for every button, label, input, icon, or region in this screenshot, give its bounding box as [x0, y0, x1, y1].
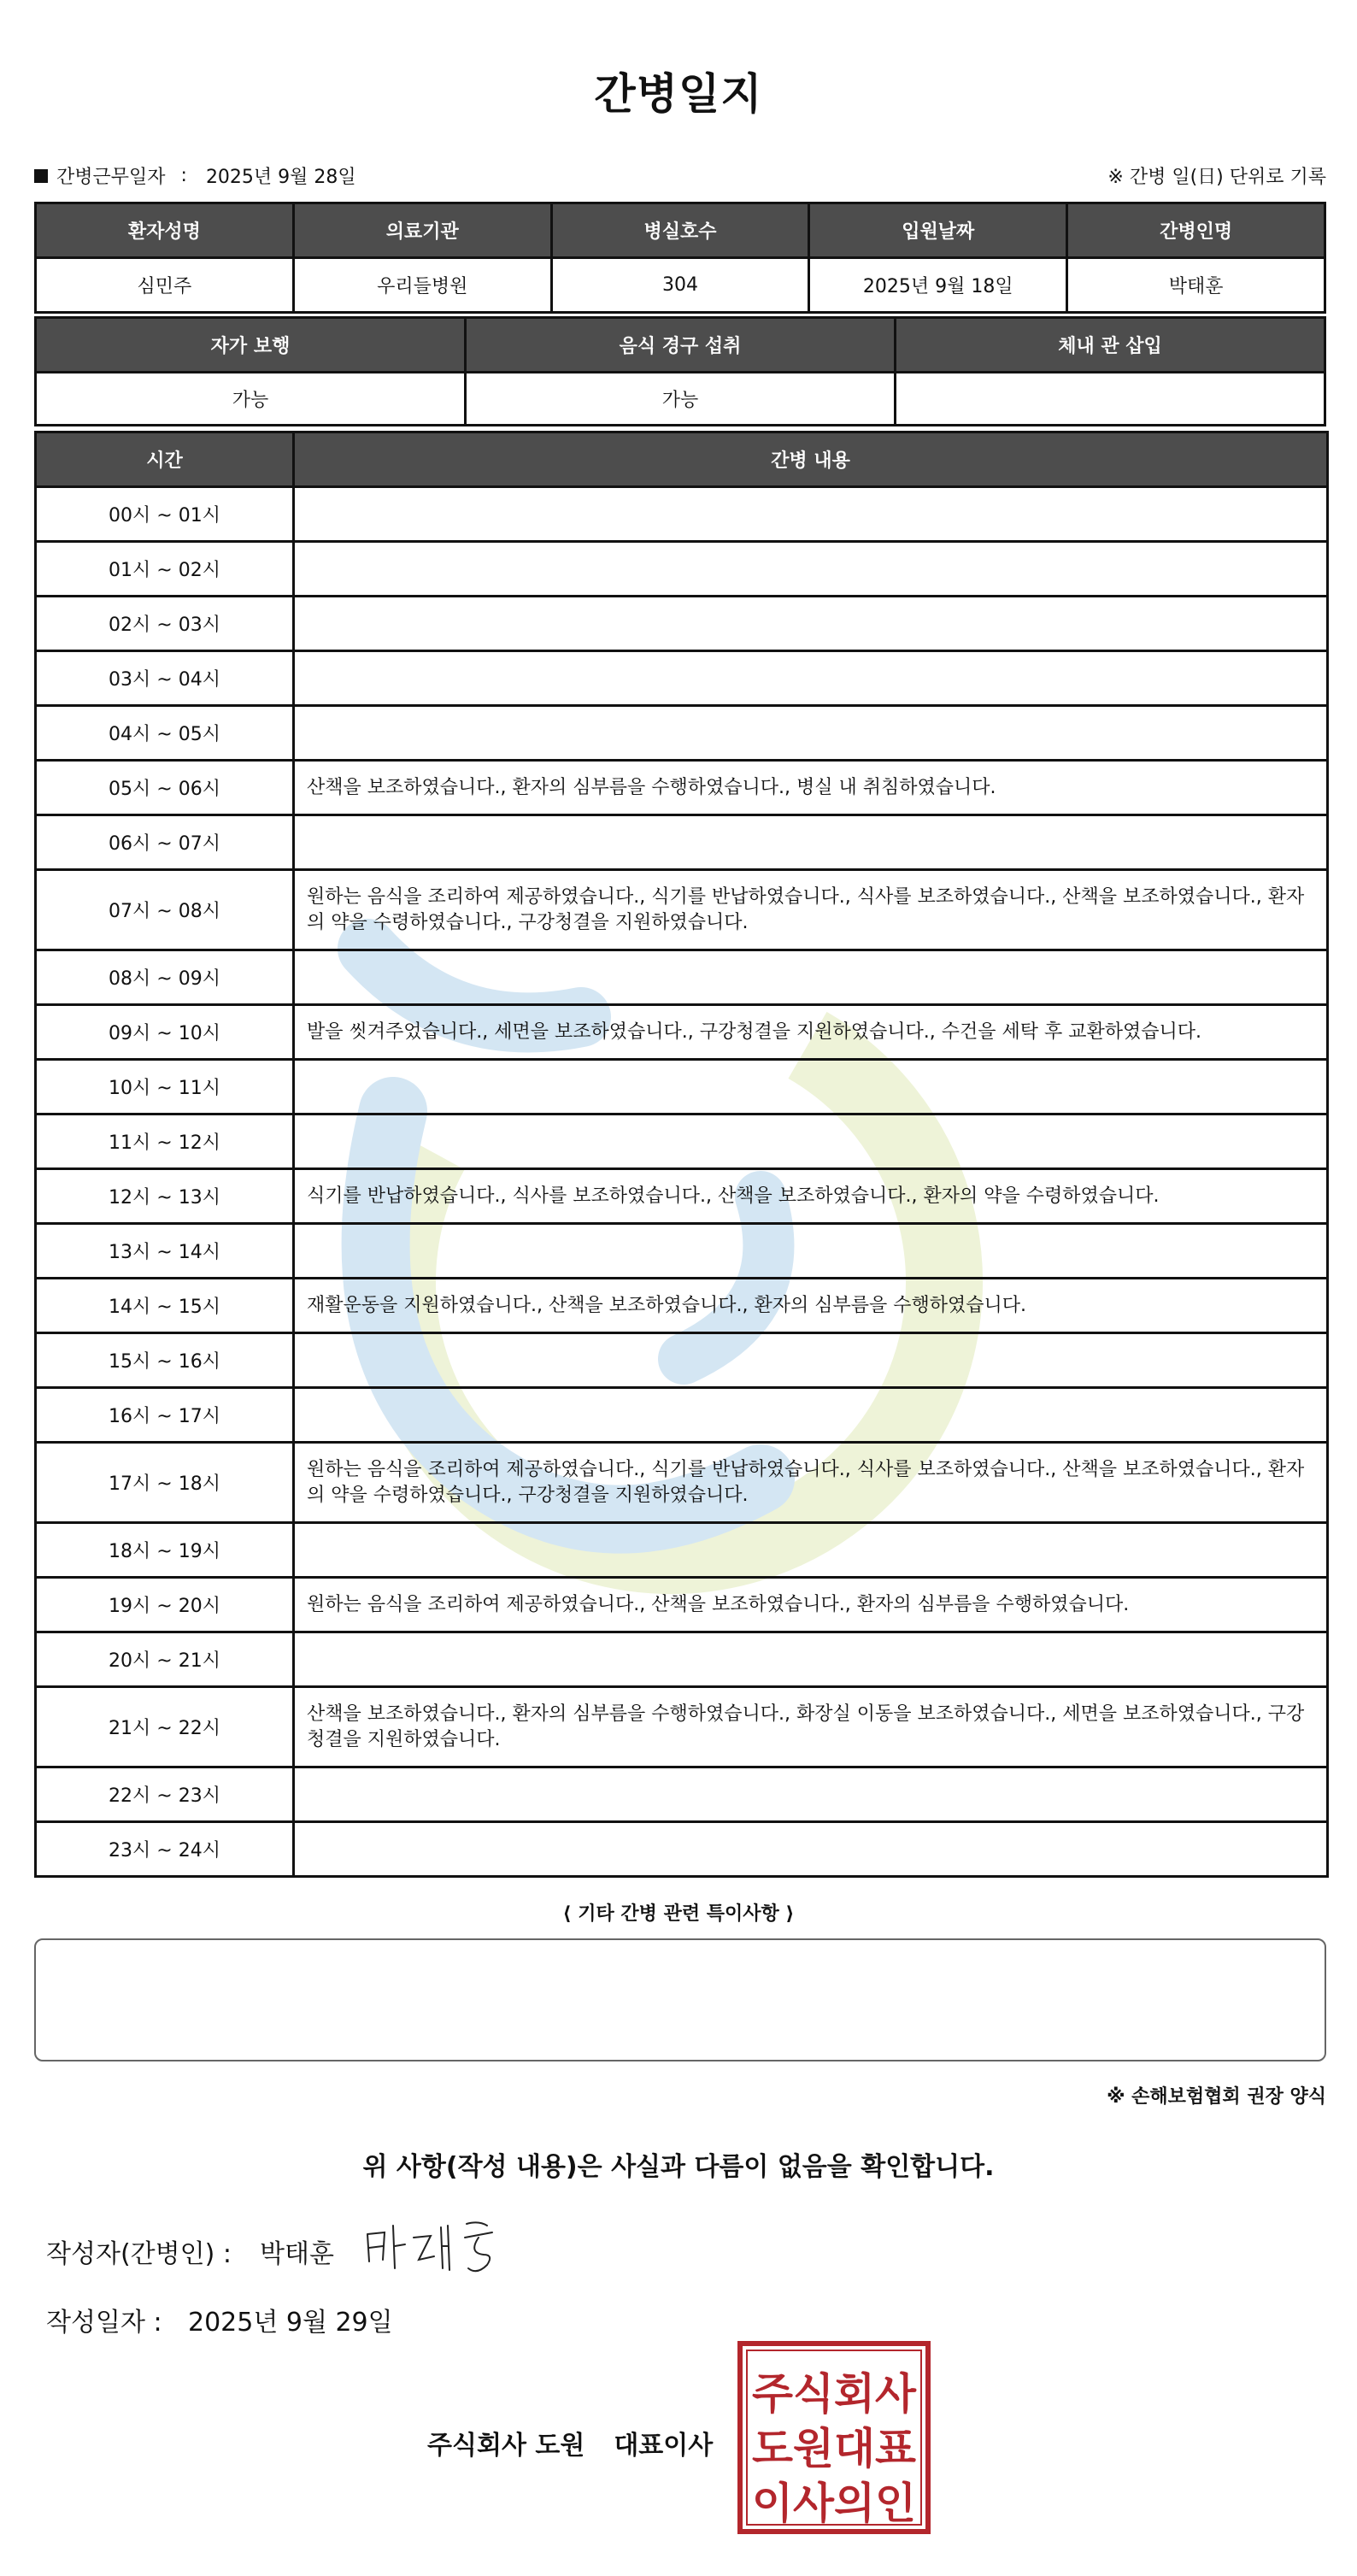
table-row [36, 1169, 1328, 1224]
patient-info-header-row [36, 203, 1325, 258]
table-row [36, 870, 1328, 950]
header-patient-name: 환자성명 [36, 203, 294, 258]
care-content [294, 815, 1328, 870]
time-slot: 13시 ~ 14시 [36, 1224, 294, 1279]
care-content [294, 950, 1328, 1005]
page-title: 간병일지 [594, 69, 763, 119]
care-content [294, 487, 1328, 542]
care-content: 원하는 음식을 조리하여 제공하였습니다., 식기를 반납하였습니다., 식사를 보조하였습니다., 산책을 보조하였습니다., 환자의 약을 수령하였습니다., 구강청결을 지원하였습니다. [294, 1443, 1328, 1523]
time-slot: 03시 ~ 04시 [36, 651, 294, 706]
table-row [36, 542, 1328, 597]
tube-insertion-value [896, 373, 1325, 426]
time-slot: 23시 ~ 24시 [36, 1822, 294, 1877]
time-slot: 08시 ~ 09시 [36, 950, 294, 1005]
table-row [36, 1224, 1328, 1279]
room-number-value: 304 [551, 258, 809, 313]
header-room-number: 병실호수 [551, 203, 809, 258]
time-slot: 02시 ~ 03시 [36, 597, 294, 651]
self-walking-value: 가능 [36, 373, 466, 426]
time-slot: 19시 ~ 20시 [36, 1578, 294, 1632]
representative-title: 대표이사 [614, 2431, 714, 2461]
company-name: 주식회사 도원 [427, 2431, 585, 2461]
table-row [36, 1388, 1328, 1443]
table-row [36, 597, 1328, 651]
care-content: 원하는 음식을 조리하여 제공하였습니다., 산책을 보조하였습니다., 환자의 심부름을 수행하였습니다. [294, 1578, 1328, 1632]
care-content [294, 1115, 1328, 1169]
header-admission-date: 입원날짜 [809, 203, 1067, 258]
ability-value-row [36, 373, 1325, 426]
table-row [36, 1279, 1328, 1333]
care-content [294, 1060, 1328, 1115]
header-self-walking: 자가 보행 [36, 318, 466, 373]
care-content [294, 706, 1328, 761]
care-content [294, 1767, 1328, 1822]
time-slot: 09시 ~ 10시 [36, 1005, 294, 1060]
care-content: 산책을 보조하였습니다., 환자의 심부름을 수행하였습니다., 병실 내 취침하였습니다. [294, 761, 1328, 815]
ability-header-row [36, 318, 1325, 373]
time-slot: 05시 ~ 06시 [36, 761, 294, 815]
header-time: 시간 [36, 432, 294, 487]
time-slot: 10시 ~ 11시 [36, 1060, 294, 1115]
special-notes-title: ⟨ 기타 간병 관련 특이사항 ⟩ [562, 1903, 795, 1925]
care-content [294, 651, 1328, 706]
time-slot: 04시 ~ 05시 [36, 706, 294, 761]
table-row [36, 761, 1328, 815]
time-slot: 21시 ~ 22시 [36, 1687, 294, 1767]
svg-text:도원대표: 도원대표 [752, 2424, 917, 2473]
table-row [36, 1005, 1328, 1060]
table-row [36, 1632, 1328, 1687]
table-row [36, 1443, 1328, 1523]
work-date-row [34, 157, 1326, 191]
confirmation-statement: 위 사항(작성 내용)은 사실과 다름이 없음을 확인합니다. [362, 2152, 995, 2182]
writer-label: 작성자(간병인) : [46, 2239, 232, 2269]
patient-ability-table [34, 316, 1326, 426]
care-content: 식기를 반납하였습니다., 식사를 보조하였습니다., 산책을 보조하였습니다., 환자의 약을 수령하였습니다. [294, 1169, 1328, 1224]
time-slot: 15시 ~ 16시 [36, 1333, 294, 1388]
bullet-square-icon [34, 169, 48, 183]
table-row [36, 1578, 1328, 1632]
table-row [36, 487, 1328, 542]
table-row [36, 950, 1328, 1005]
svg-text:이사의인: 이사의인 [752, 2479, 916, 2528]
handwritten-signature [359, 2208, 513, 2285]
time-slot: 18시 ~ 19시 [36, 1523, 294, 1578]
oral-intake-value: 가능 [466, 373, 896, 426]
time-slot: 22시 ~ 23시 [36, 1767, 294, 1822]
header-caregiver-name: 간병인명 [1067, 203, 1325, 258]
header-tube-insertion: 체내 관 삽입 [896, 318, 1325, 373]
admission-date-value: 2025년 9월 18일 [809, 258, 1067, 313]
table-row [36, 1523, 1328, 1578]
time-slot: 11시 ~ 12시 [36, 1115, 294, 1169]
care-content [294, 1333, 1328, 1388]
time-slot: 07시 ~ 08시 [36, 870, 294, 950]
header-oral-intake: 음식 경구 섭취 [466, 318, 896, 373]
written-date-row [46, 2301, 393, 2338]
work-date-label: 간병근무일자 [56, 167, 166, 188]
company-seal-stamp [737, 2340, 931, 2535]
daily-record-note: ※ 간병 일(日) 단위로 기록 [1107, 167, 1326, 188]
time-slot: 20시 ~ 21시 [36, 1632, 294, 1687]
work-date-colon: : [180, 165, 187, 186]
patient-info-table [34, 202, 1326, 314]
care-content [294, 1523, 1328, 1578]
patient-info-value-row [36, 258, 1325, 313]
time-slot: 00시 ~ 01시 [36, 487, 294, 542]
special-notes-box [34, 1938, 1326, 2061]
header-care-content: 간병 내용 [294, 432, 1328, 487]
writer-name: 박태훈 [260, 2239, 334, 2269]
caregiver-name-value: 박태훈 [1067, 258, 1325, 313]
care-log-header-row [36, 432, 1328, 487]
table-row [36, 1767, 1328, 1822]
time-slot: 01시 ~ 02시 [36, 542, 294, 597]
care-content [294, 1822, 1328, 1877]
care-content [294, 597, 1328, 651]
time-slot: 12시 ~ 13시 [36, 1169, 294, 1224]
work-date-value: 2025년 9월 28일 [205, 167, 356, 188]
care-content: 재활운동을 지원하였습니다., 산책을 보조하였습니다., 환자의 심부름을 수행하였습니다. [294, 1279, 1328, 1333]
care-content: 원하는 음식을 조리하여 제공하였습니다., 식기를 반납하였습니다., 식사를 보조하였습니다., 산책을 보조하였습니다., 환자의 약을 수령하였습니다., 구강청결을 지원하였습니다. [294, 870, 1328, 950]
care-content: 발을 씻겨주었습니다., 세면을 보조하였습니다., 구강청결을 지원하였습니다., 수건을 세탁 후 교환하였습니다. [294, 1005, 1328, 1060]
form-source-note: ※ 손해보험협회 권장 양식 [1107, 2086, 1326, 2108]
time-slot: 16시 ~ 17시 [36, 1388, 294, 1443]
table-row [36, 1822, 1328, 1877]
hospital-value: 우리들병원 [293, 258, 551, 313]
table-row [36, 1333, 1328, 1388]
care-content [294, 542, 1328, 597]
table-row [36, 1115, 1328, 1169]
table-row [36, 815, 1328, 870]
written-date-value: 2025년 9월 29일 [188, 2308, 393, 2338]
work-date-group [34, 162, 356, 189]
table-row [36, 1687, 1328, 1767]
care-content [294, 1632, 1328, 1687]
care-content: 산책을 보조하였습니다., 환자의 심부름을 수행하였습니다., 화장실 이동을 보조하였습니다., 세면을 보조하였습니다., 구강청결을 지원하였습니다. [294, 1687, 1328, 1767]
written-date-label: 작성일자 : [46, 2308, 162, 2338]
care-log-table [34, 431, 1329, 1878]
table-row [36, 706, 1328, 761]
patient-name-value: 심민주 [36, 258, 294, 313]
header-hospital: 의료기관 [293, 203, 551, 258]
table-row [36, 1060, 1328, 1115]
table-row [36, 651, 1328, 706]
time-slot: 06시 ~ 07시 [36, 815, 294, 870]
care-content [294, 1224, 1328, 1279]
writer-row [46, 2232, 334, 2270]
time-slot: 17시 ~ 18시 [36, 1443, 294, 1523]
time-slot: 14시 ~ 15시 [36, 1279, 294, 1333]
svg-text:주식회사: 주식회사 [752, 2369, 917, 2419]
company-signature-line [427, 2424, 713, 2461]
care-content [294, 1388, 1328, 1443]
